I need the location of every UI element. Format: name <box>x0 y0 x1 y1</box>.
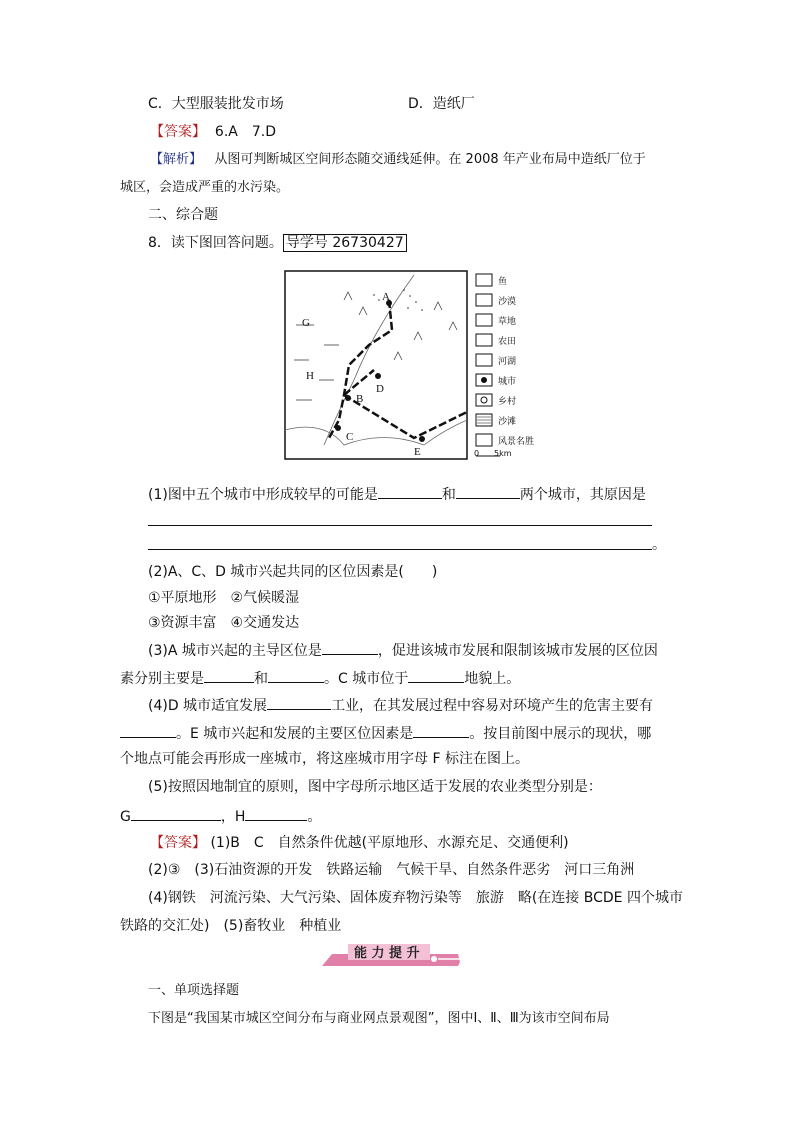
svg-text:沙漠: 沙漠 <box>498 297 517 307</box>
q1-text: (1)图中五个城市中形成较早的可能是 <box>148 487 378 503</box>
answer-line[interactable] <box>148 525 652 526</box>
answer-text: (4)钢铁 河流污染、大气污染、固体废弃物污染等 旅游 略(在连接 BCDE 四个城市 <box>148 890 683 906</box>
blank[interactable] <box>413 723 469 738</box>
answer-text: 6.A 7.D <box>214 124 276 140</box>
answer-text: (1)B C 自然条件优越(平原地形、水源充足、交通便利) <box>210 835 569 851</box>
blank[interactable] <box>268 668 324 683</box>
q4-text: 工业，在其发展过程中容易对环境产生的危害主要有 <box>331 698 654 714</box>
q3-text: 地貌上。 <box>464 671 521 687</box>
q4-text: 。E 城市兴起和发展的主要区位因素是 <box>176 726 414 742</box>
section-banner <box>318 940 478 968</box>
map-frame <box>285 271 467 459</box>
svg-text:G: G <box>302 317 310 329</box>
q2-options: ③资源丰富 ④交通发达 <box>148 615 300 631</box>
section-heading: 一、单项选择题 <box>148 983 240 998</box>
banner-title: 能 力 提 升 <box>354 946 420 961</box>
map-legend <box>474 274 534 458</box>
q5-text: ，H <box>220 809 246 825</box>
analysis-text: 从图可判断城区空间形态随交通线延伸。在 2008 年产业布局中造纸厂位于 <box>214 152 646 167</box>
q5-text: (5)按照因地制宜的原则，图中字母所示地区适于发展的农业类型分别是： <box>148 779 602 795</box>
svg-text:河湖: 河湖 <box>498 357 517 367</box>
answer-label: 【答案】 <box>150 124 206 140</box>
svg-text:风景名胜: 风景名胜 <box>498 437 535 447</box>
answer-text: (2)③ (3)石油资源的开发 铁路运输 气候干旱、自然条件恶劣 河口三角洲 <box>148 862 635 878</box>
svg-text:B: B <box>356 393 364 405</box>
answer-line[interactable] <box>148 549 652 550</box>
q3-text: ，促进该城市发展和限制该城市发展的区位因 <box>377 643 658 659</box>
svg-text:沙滩: 沙滩 <box>498 417 517 427</box>
svg-text:E: E <box>414 446 421 458</box>
svg-text:D: D <box>376 383 384 395</box>
svg-text:5km: 5km <box>494 449 512 458</box>
period: 。 <box>652 537 666 553</box>
blank[interactable] <box>267 695 331 710</box>
svg-text:城市: 城市 <box>498 377 517 387</box>
answer-label: 【答案】 <box>150 835 206 851</box>
q3-text: 。C 城市位于 <box>324 671 409 687</box>
section-heading: 二、综合题 <box>148 207 218 223</box>
q2-options: ①平原地形 ②气候暖湿 <box>148 590 300 606</box>
region-map <box>284 270 544 466</box>
blank[interactable] <box>204 668 254 683</box>
blank[interactable] <box>120 723 176 738</box>
q5-text: 。 <box>307 809 322 825</box>
q3-text: 和 <box>254 671 268 687</box>
option-d: D．造纸厂 <box>408 96 475 112</box>
option-c: C．大型服装批发市场 <box>148 96 284 112</box>
answer-text: 铁路的交汇处) (5)畜牧业 种植业 <box>120 918 342 934</box>
blank[interactable] <box>408 668 464 683</box>
q3-text: (3)A 城市兴起的主导区位是 <box>148 643 322 659</box>
q1-text: 和 <box>441 487 456 503</box>
analysis-text-cont: 城区，会造成严重的水污染。 <box>120 180 290 195</box>
analysis-label: 【解析】 <box>150 152 203 167</box>
q3-text: 素分别主要是 <box>120 671 204 687</box>
svg-text:草地: 草地 <box>498 317 517 327</box>
svg-text:农田: 农田 <box>498 337 517 347</box>
q4-text: (4)D 城市适宜发展 <box>148 698 268 714</box>
svg-text:A: A <box>382 291 390 303</box>
question-stem: 8．读下图回答问题。 <box>148 235 283 251</box>
svg-text:C: C <box>346 431 354 443</box>
blank[interactable] <box>456 484 520 499</box>
svg-text:鱼: 鱼 <box>498 277 508 287</box>
intro-text: 下图是“我国某市城区空间分布与商业网点景观图”，图中Ⅰ、Ⅱ、Ⅲ为该市空间布局 <box>148 1011 610 1026</box>
blank[interactable] <box>378 484 442 499</box>
q4-text: 个地点可能会再形成一座城市，将这座城市用字母 F 标注在图上。 <box>120 751 529 767</box>
guide-number: 导学号 26730427 <box>283 234 407 252</box>
svg-text:乡村: 乡村 <box>498 397 517 407</box>
blank[interactable] <box>131 806 221 821</box>
svg-text:0: 0 <box>474 449 480 458</box>
blank[interactable] <box>322 640 378 655</box>
q5-text: G <box>120 809 131 825</box>
q2-text: (2)A、C、D 城市兴起共同的区位因素是( ) <box>148 564 438 580</box>
q4-text: 。按目前图中展示的现状，哪 <box>469 726 652 742</box>
blank[interactable] <box>245 806 307 821</box>
q1-text: 两个城市，其原因是 <box>519 487 646 503</box>
svg-text:H: H <box>306 370 314 382</box>
